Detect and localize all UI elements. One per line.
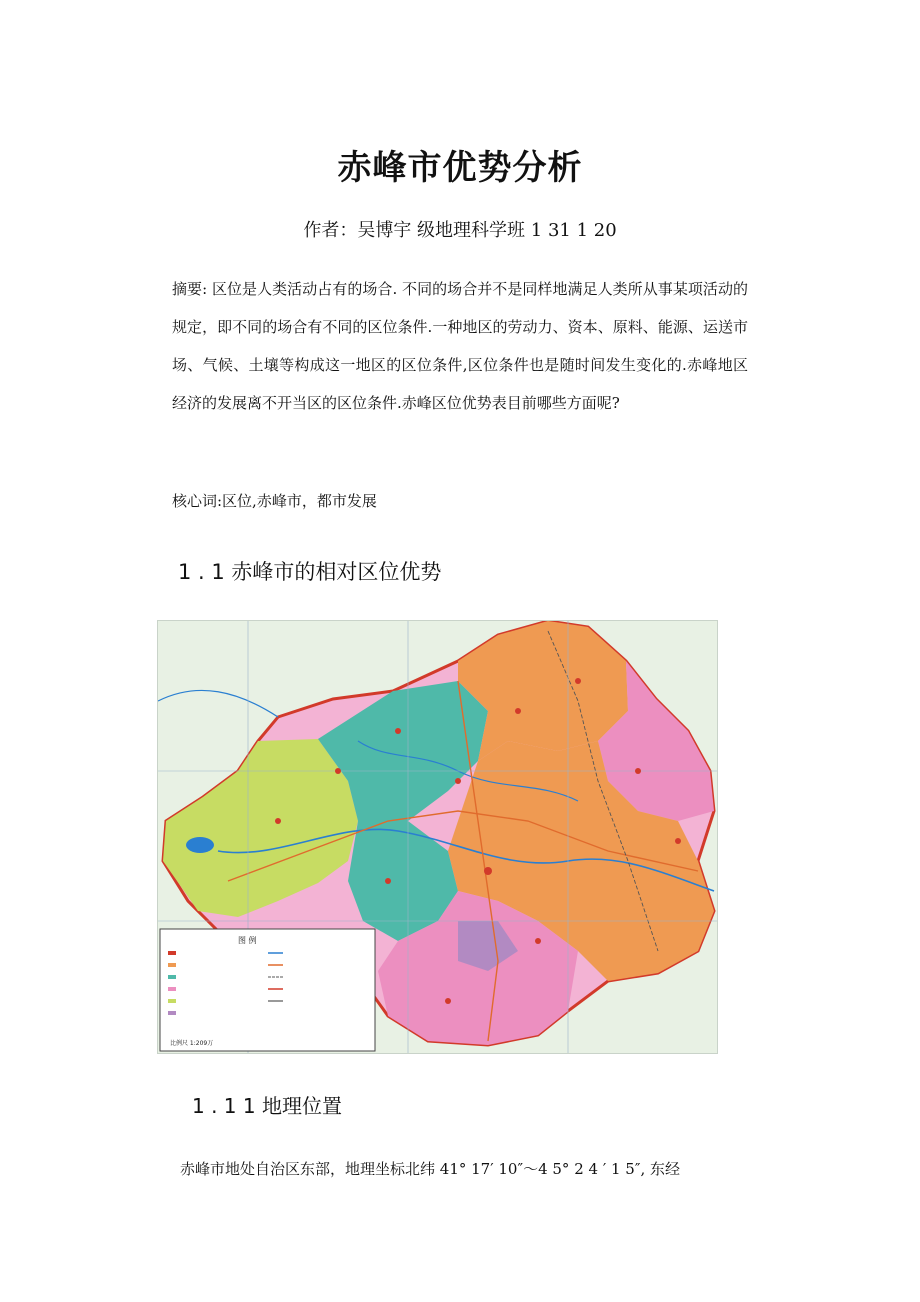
document-title: 赤峰市优势分析 bbox=[337, 148, 583, 188]
map-lake bbox=[186, 837, 214, 853]
author-line: 作者：吴博宇 级地理科学班 1 31 1 20 bbox=[303, 220, 617, 241]
body-paragraph: 赤峰市地处自治区东部，地理坐标北纬 41° 17′ 10″～4 5° 2 4 ′ 1 5″, 东经 bbox=[180, 1160, 680, 1178]
section-heading-1-1-1: 1 . 1 1 地理位置 bbox=[192, 1094, 342, 1118]
map-legend bbox=[160, 929, 375, 1051]
abstract-paragraph: 摘要: 区位是人类活动占有的场合. 不同的场合并不是同样地满足人类所从事某项活动的规定，即不同的场合有不同的区位条件.一种地区的劳动力、资本、原料、能源、运送市场、气候、土壤等构成这一地区的区位条件,区位条件也是随时间发生变化的.赤峰地区经济的发展离不开当区的区位条件.赤峰区位优势表目前哪些方面呢? bbox=[172, 280, 748, 412]
section-heading-1-1: 1 . 1 赤峰市的相对区位优势 bbox=[178, 560, 442, 584]
keywords-line: 核心词:区位,赤峰市，都市发展 bbox=[172, 492, 377, 510]
map-legend-title: 图 例 bbox=[238, 936, 257, 945]
map-scale: 比例尺 1:209万 bbox=[170, 1040, 214, 1047]
chifeng-map-image bbox=[157, 620, 718, 1054]
